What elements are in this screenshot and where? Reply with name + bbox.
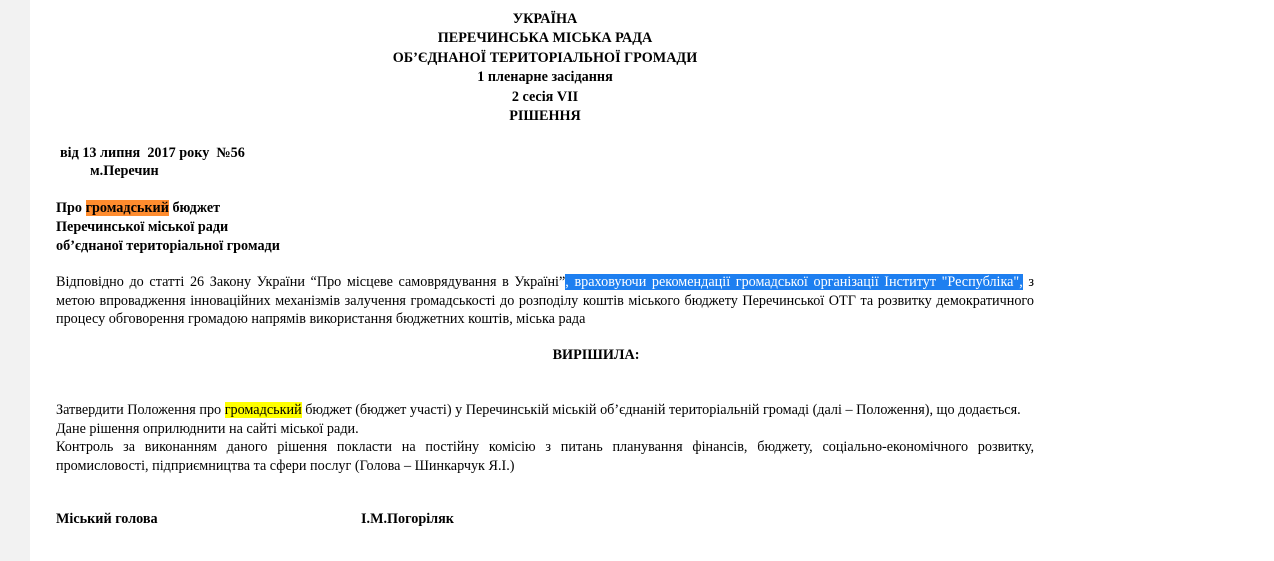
document-page	[30, 0, 1274, 561]
header-community: ОБ’ЄДНАНОЇ ТЕРИТОРІАЛЬНОЇ ГРОМАДИ	[392, 49, 698, 66]
decision-items	[56, 401, 1034, 475]
subject-prefix: Про	[56, 200, 86, 216]
preamble-text-2: з метою впровадження інноваційних механізмів залучення громадськості до розподілу коштів міського бюджету Перечинської ОТГ та розвитку демократичного процесу обговорення громадою напрямів використання бюджетних коштів, міська рада	[56, 274, 1034, 327]
subject-suffix: бюджет	[168, 200, 221, 216]
header-doc-type: РІШЕННЯ	[509, 107, 581, 124]
item1-suffix: бюджет (бюджет участі) у Перечинській міській об’єднаній територіальній громаді (далі – Положення), що додається.	[301, 402, 1021, 418]
preamble-text-1: Відповідно до статті 26 Закону України “Про місцеве самоврядування в Україні”	[56, 274, 566, 290]
document-header	[56, 10, 1034, 126]
decision-subject	[56, 199, 280, 256]
subject-line-2: Перечинської міської ради	[56, 219, 229, 235]
decision-item-1	[56, 401, 1034, 420]
subject-line-3: об’єднаної територіальної громади	[56, 238, 280, 254]
signature-title: Міський голова	[56, 511, 158, 527]
header-council: ПЕРЕЧИНСЬКА МІСЬКА РАДА	[437, 30, 653, 47]
header-meeting: 1 пленарне засідання	[477, 69, 613, 86]
highlighted-term[interactable]: громадський	[85, 200, 169, 216]
header-session: 2 сесія VII	[511, 88, 579, 105]
selected-text[interactable]: , враховуючи рекомендації громадської організації Інститут "Республіка",	[565, 274, 1023, 290]
decided-heading: ВИРІШИЛА:	[552, 347, 640, 363]
decision-item-3: Контроль за виконанням даного рішення покласти на постійну комісію з питань планування фінансів, бюджету, соціально-економічного розвитку, промисловості, підприємництва та сфери послуг (Голова – Шинкарчук Я.І.)	[56, 439, 1034, 474]
highlighted-term[interactable]: громадський	[224, 402, 302, 418]
preamble-paragraph	[56, 273, 1034, 329]
item1-prefix: Затвердити Положення про	[56, 402, 225, 418]
decision-item-2: Дане рішення оприлюднити на сайті міської ради.	[56, 420, 359, 437]
subject-line-1	[56, 199, 280, 218]
decision-date: від 13 липня 2017 року №56	[60, 145, 245, 161]
header-country: УКРАЇНА	[512, 11, 578, 27]
signature-name: І.М.Погоріляк	[361, 511, 454, 527]
decision-city: м.Перечин	[90, 163, 159, 179]
